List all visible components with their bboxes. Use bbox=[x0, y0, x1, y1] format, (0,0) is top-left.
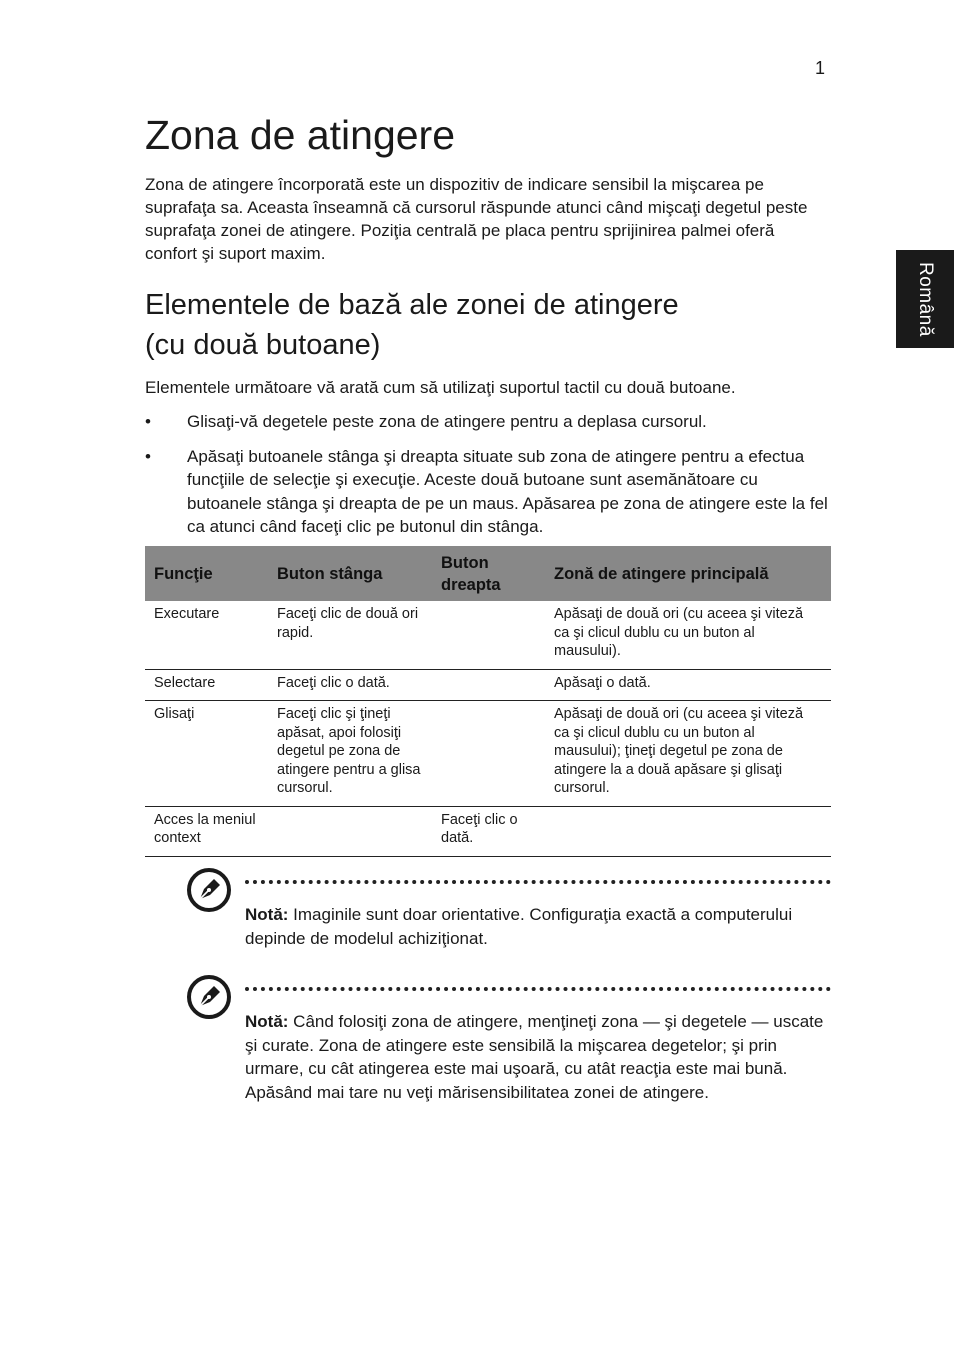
bullet-text: Apăsaţi butoanele stânga şi dreapta situate sub zona de atingere pentru a efectua funcţiile de selecţie şi execuţie. Aceste două butoane sunt asemănătoare cu butoanele stânga şi dreapta de pe un maus. Apăsarea pe zona de atingere este la fel ca atunci când faceţi clic pe butonul din stânga. bbox=[187, 446, 828, 536]
table-cell: Selectare bbox=[145, 669, 268, 701]
bullet-list bbox=[145, 410, 831, 550]
table-cell bbox=[545, 806, 831, 856]
note-text bbox=[245, 1010, 831, 1104]
page-title: Zona de atingere bbox=[145, 112, 456, 158]
table-row bbox=[145, 806, 831, 856]
table-cell bbox=[268, 806, 432, 856]
table-cell: Faceţi clic şi ţineţi apăsat, apoi folosiţi degetul pe zona de atingere pentru a glisa cursorul. bbox=[268, 701, 432, 807]
note-body: Imaginile sunt doar orientative. Configuraţia exactă a computerului depinde de modelul achiziţionat. bbox=[245, 905, 793, 948]
table-cell bbox=[432, 601, 545, 669]
table-cell: Faceţi clic o dată. bbox=[432, 806, 545, 856]
note-divider bbox=[245, 987, 831, 991]
intro-paragraph: Zona de atingere încorporată este un dispozitiv de indicare sensibil la mişcarea pe suprafaţa sa. Aceasta înseamnă că cursorul răspunde atunci când mişcaţi degetul peste suprafaţa zonei de atingere. Poziţia centrală pe placa pentru sprijinirea palmei oferă confort şi suport maxim. bbox=[145, 175, 808, 263]
note-body: Când folosiţi zona de atingere, menţineţi zona — şi degetele — uscate şi curate. Zona de atingere este sensibilă la mişcarea degetelor; şi prin urmare, cu cât atingerea este mai uşoară, cu atât reacţia este mai bună. Apăsând mai tare nu veţi mărisensibilitatea zonei de atingere. bbox=[245, 1012, 824, 1102]
table-row bbox=[145, 601, 831, 669]
table-cell bbox=[432, 669, 545, 701]
header-main-touchpad: Zonă de atingere principală bbox=[545, 546, 831, 601]
page-number: 1 bbox=[815, 58, 826, 78]
note-text bbox=[245, 903, 831, 950]
header-left-button: Buton stânga bbox=[268, 546, 432, 601]
table-cell bbox=[432, 701, 545, 807]
note-label: Notă: bbox=[245, 1012, 289, 1031]
table-cell: Glisaţi bbox=[145, 701, 268, 807]
table-row bbox=[145, 669, 831, 701]
header-right-button: Buton dreapta bbox=[432, 546, 545, 601]
table-cell: Executare bbox=[145, 601, 268, 669]
table-header-row bbox=[145, 546, 831, 601]
list-item bbox=[145, 410, 831, 434]
table-cell: Apăsaţi de două ori (cu aceea şi viteză ca şi clicul dublu cu un buton al mausului). bbox=[545, 601, 831, 669]
table-cell: Apăsaţi de două ori (cu aceea şi viteză ca şi clicul dublu cu un buton al mausului); ţineţi degetul pe zona de atingere la a două apăsare şi glisaţi cursorul. bbox=[545, 701, 831, 807]
section-heading bbox=[145, 285, 765, 365]
note-pen-icon bbox=[185, 973, 233, 1021]
note-pen-icon bbox=[185, 866, 233, 914]
table-cell: Faceţi clic de două ori rapid. bbox=[268, 601, 432, 669]
table-cell: Acces la meniul context bbox=[145, 806, 268, 856]
table-row bbox=[145, 701, 831, 807]
header-function: Funcţie bbox=[145, 546, 268, 601]
section-heading-line1: Elementele de bază ale zonei de atingere bbox=[145, 289, 679, 321]
table-cell: Faceţi clic o dată. bbox=[268, 669, 432, 701]
list-item bbox=[145, 445, 831, 539]
note-label: Notă: bbox=[245, 905, 289, 924]
bullet-icon: • bbox=[145, 446, 151, 466]
note-divider bbox=[245, 880, 831, 884]
language-tab bbox=[896, 250, 954, 348]
section-heading-line2: (cu două butoane) bbox=[145, 329, 381, 361]
table-cell: Apăsaţi o dată. bbox=[545, 669, 831, 701]
bullet-icon: • bbox=[145, 412, 151, 431]
language-tab-label: Română bbox=[915, 261, 936, 337]
touchpad-functions-table bbox=[145, 546, 831, 857]
bullet-text: Glisaţi-vă degetele peste zona de atingere pentru a deplasa cursorul. bbox=[187, 412, 707, 431]
section-intro: Elementele următoare vă arată cum să utilizaţi suportul tactil cu două butoane. bbox=[145, 378, 736, 397]
